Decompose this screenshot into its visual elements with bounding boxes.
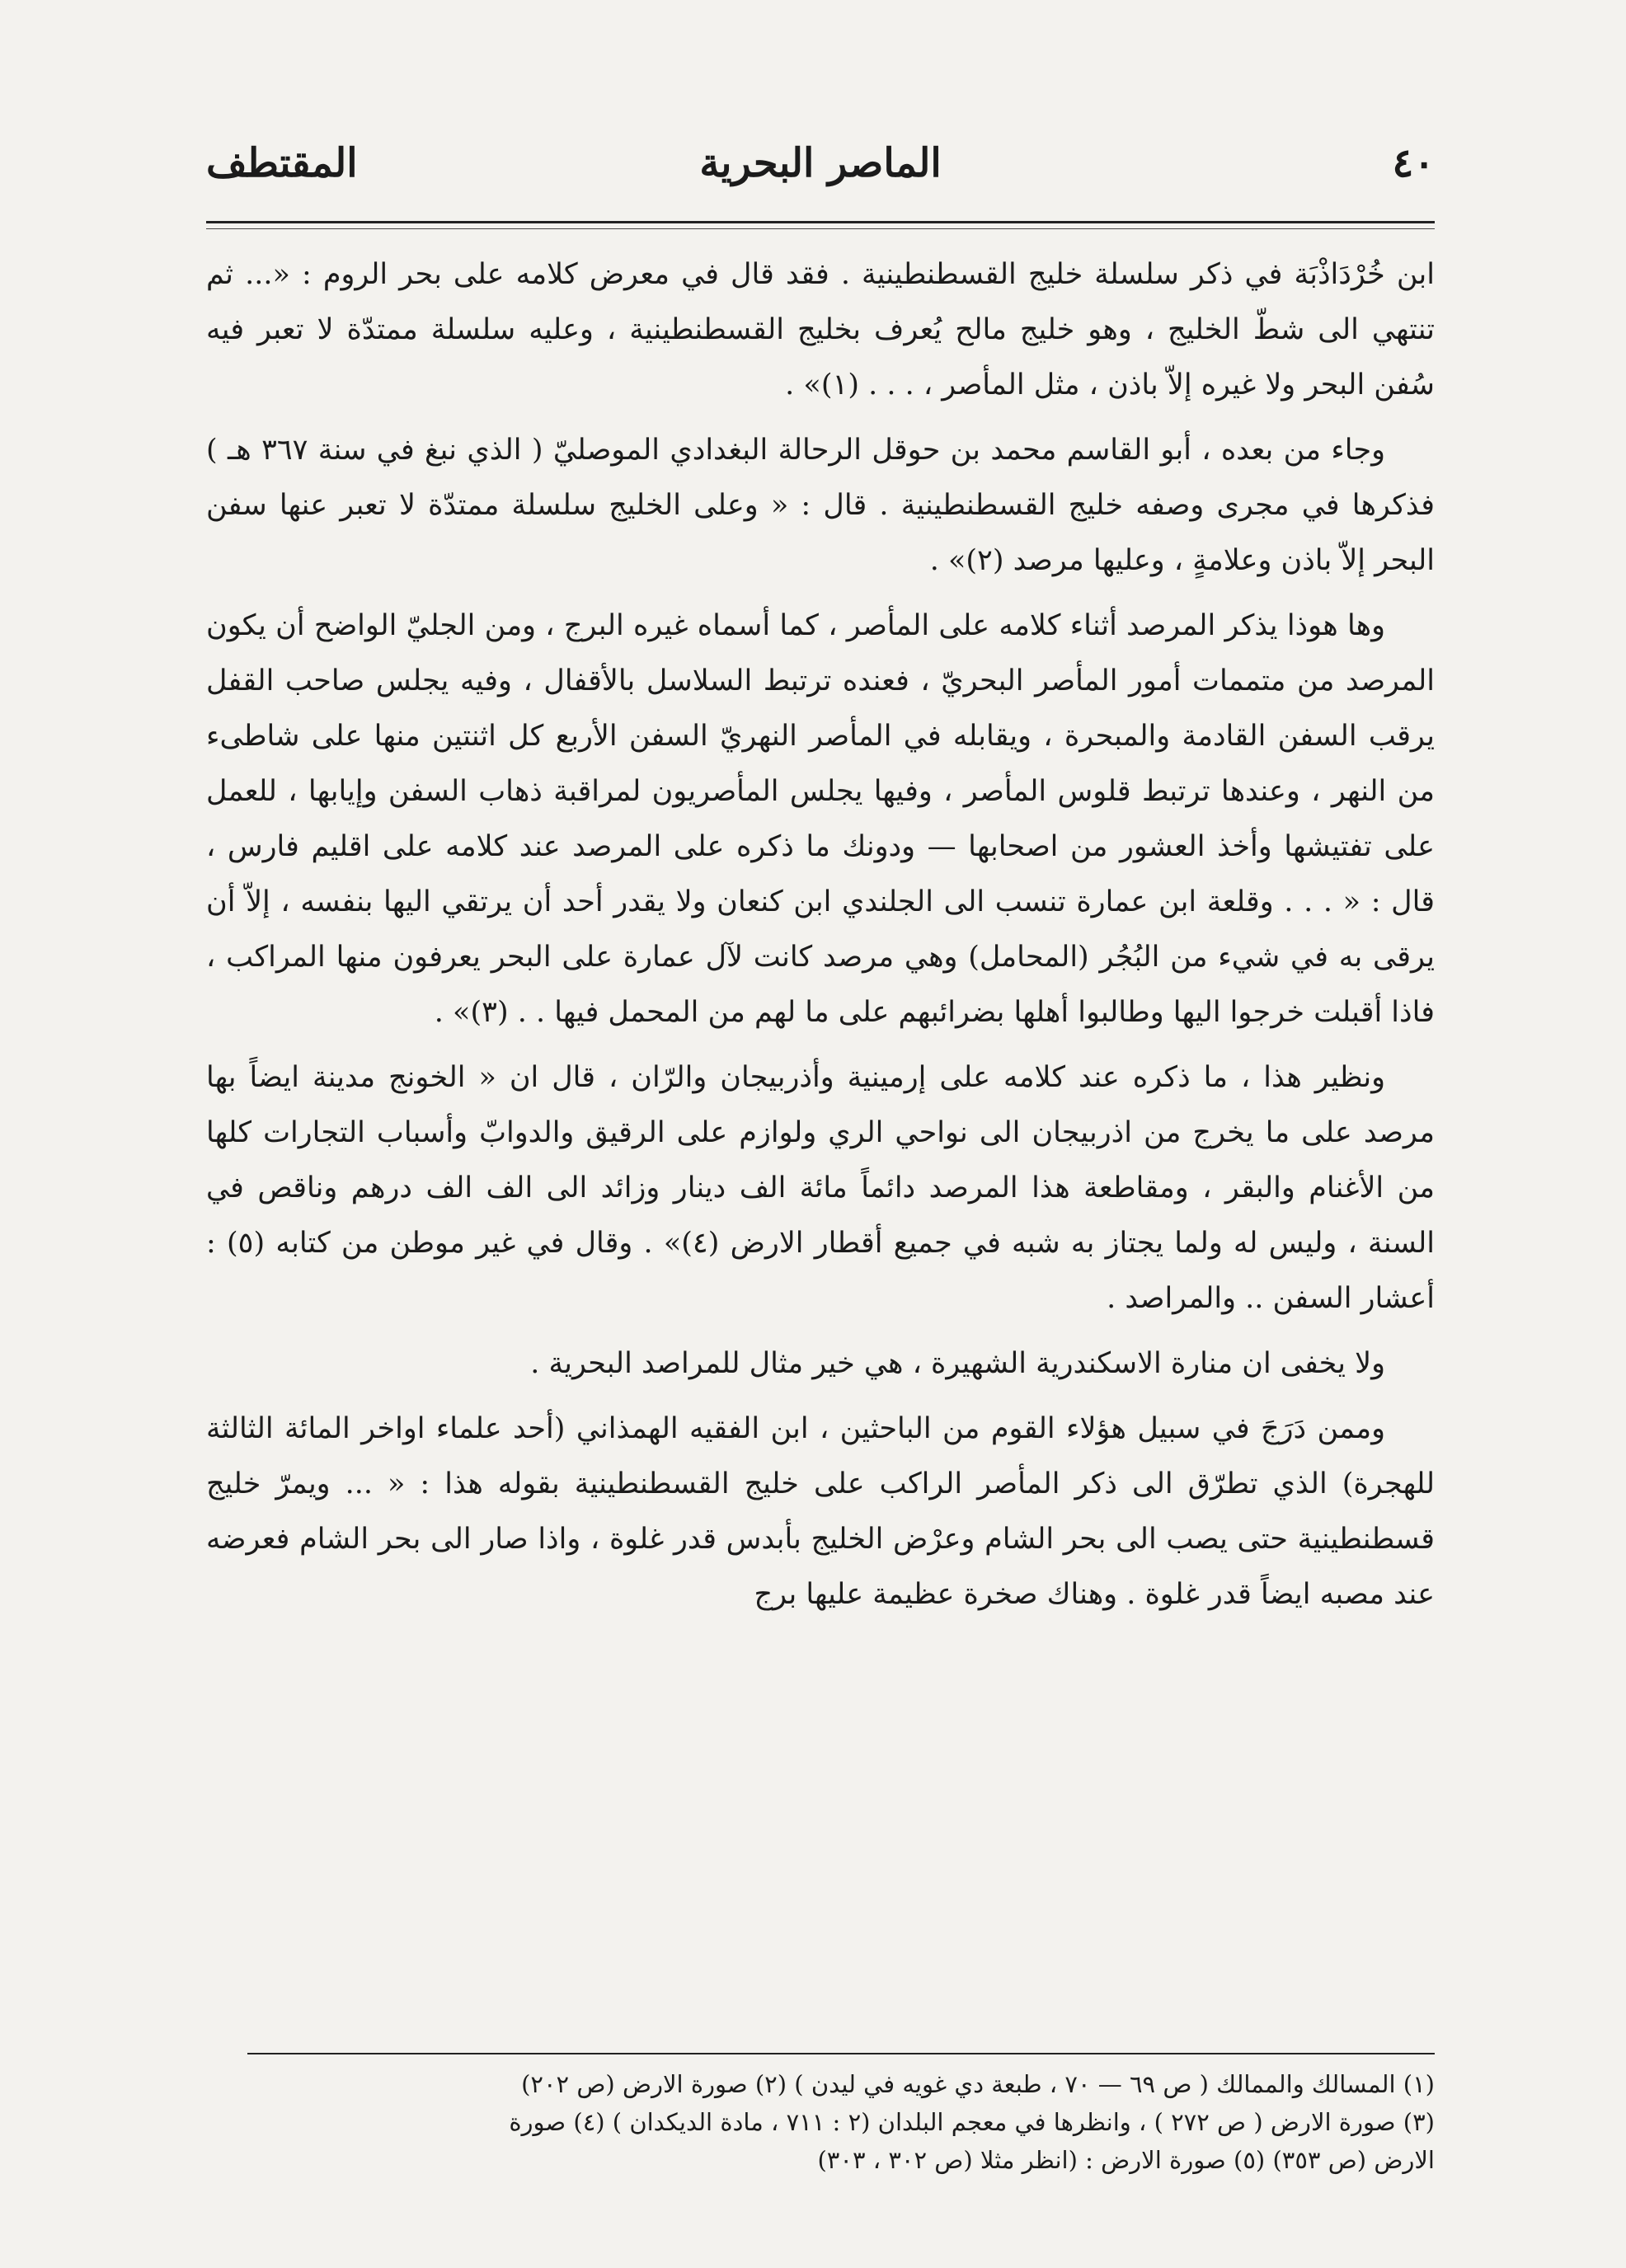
- running-title: الماصر البحرية: [699, 140, 942, 186]
- journal-name: المقتطف: [206, 140, 358, 186]
- header-rule: [206, 221, 1435, 223]
- page-header: [206, 124, 1435, 206]
- paragraph-4: ونظير هذا ، ما ذكره عند كلامه على إرمينية وأذربيجان والرّان ، قال ان « الخونج مدينة ايضاً بها مرصد على ما يخرج من اذربيجان الى نواحي الري ولوازم على الرقيق والدوابّ وأسباب التجارات كلها من الأغنام والبقر ، ومقاطعة هذا المرصد دائماً مائة الف دينار وزائد الى الف الف درهم وناقص في السنة ، وليس له ولما يجتاز به شبه في جميع أقطار الارض (٤)» . وقال في غير موطن من كتابه (٥) : أعشار السفن .. والمراصد .: [206, 1061, 1435, 1315]
- footnotes: [214, 2065, 1435, 2179]
- paragraph-5: ولا يخفى ان منارة الاسكندرية الشهيرة ، هي خير مثال للمراصد البحرية .: [530, 1347, 1385, 1380]
- footnote-rule: [247, 2053, 1435, 2054]
- paragraph-1: ابن خُرْدَاذْبَة في ذكر سلسلة خليج القسطنطينية . فقد قال في معرض كلامه على بحر الروم : «... ثم تنتهي الى شطّ الخليج ، وهو خليج مالح يُعرف بخليج القسطنطينية ، وعليه سلسلة ممتدّة لا تعبر فيه سُفن البحر ولا غيره إلاّ باذن ، مثل المأصر ، . . . (١)» .: [206, 258, 1435, 401]
- paragraph-6: وممن دَرَجَ في سبيل هؤلاء القوم من الباحثين ، ابن الفقيه الهمذاني (أحد علماء اواخر المائة الثالثة للهجرة) الذي تطرّق الى ذكر المأصر الراكب على خليج القسطنطينية بقوله هذا : « ... ويمرّ خليج قسطنطينية حتى يصب الى بحر الشام وعرْض الخليج بأبدس قدر غلوة ، واذا صار الى بحر الشام فعرضه عند مصبه ايضاً قدر غلوة . وهناك صخرة عظيمة عليها برج: [206, 1412, 1435, 1611]
- footnote-line-3: الارض (ص ٣٥٣) (٥) صورة الارض : (انظر مثلا (ص ٣٠٢ ، ٣٠٣): [817, 2146, 1435, 2174]
- page-number: ٤٠: [1392, 140, 1435, 186]
- footnote-line-1: (١) المسالك والممالك ( ص ٦٩ — ٧٠ ، طبعة دي غويه في ليدن ) (٢) صورة الارض (ص ٢٠٢): [521, 2070, 1435, 2098]
- footnote-line-2: (٣) صورة الارض ( ص ٢٧٢ ) ، وانظرها في معجم البلدان (٢ : ٧١١ ، مادة الديكدان ) (٤) صورة: [509, 2108, 1435, 2136]
- paragraph-3: وها هوذا يذكر المرصد أثناء كلامه على المأصر ، كما أسماه غيره البرج ، ومن الجليّ الواضح أن يكون المرصد من متممات أمور المأصر البحريّ ، فعنده ترتبط السلاسل بالأقفال ، وفيه يجلس صاحب القفل يرقب السفن القادمة والمبحرة ، ويقابله في المأصر النهريّ السفن الأربع كل اثنتين منها على شاطىء من النهر ، وعندها ترتبط قلوس المأصر ، وفيها يجلس المأصريون لمراقبة ذهاب السفن وإيابها ، للعمل على تفتيشها وأخذ العشور من اصحابها — ودونك ما ذكره على المرصد عند كلامه على اقليم فارس ، قال : « . . . وقلعة ابن عمارة تنسب الى الجلندي ابن كنعان ولا يقدر أحد أن يرتقي اليها بنفسه ، إلاّ أن يرقى به في شيء من البُجُر (المحامل) وهي مرصد كانت لآل عمارة على البحر يعرفون منها المراكب ، فاذا أقبلت خرجوا اليها وطالبوا أهلها بضرائبهم على ما لهم من المحمل فيها . . (٣)» .: [206, 609, 1435, 1029]
- body-text: [206, 247, 1435, 1632]
- header-rule-thin: [206, 228, 1435, 229]
- paragraph-2: وجاء من بعده ، أبو القاسم محمد بن حوقل الرحالة البغدادي الموصليّ ( الذي نبغ في سنة ٣٦٧ هـ ) فذكرها في مجرى وصفه خليج القسطنطينية . قال : « وعلى الخليج سلسلة ممتدّة لا تعبر عنها سفن البحر إلاّ باذن وعلامةٍ ، وعليها مرصد (٢)» .: [206, 434, 1435, 577]
